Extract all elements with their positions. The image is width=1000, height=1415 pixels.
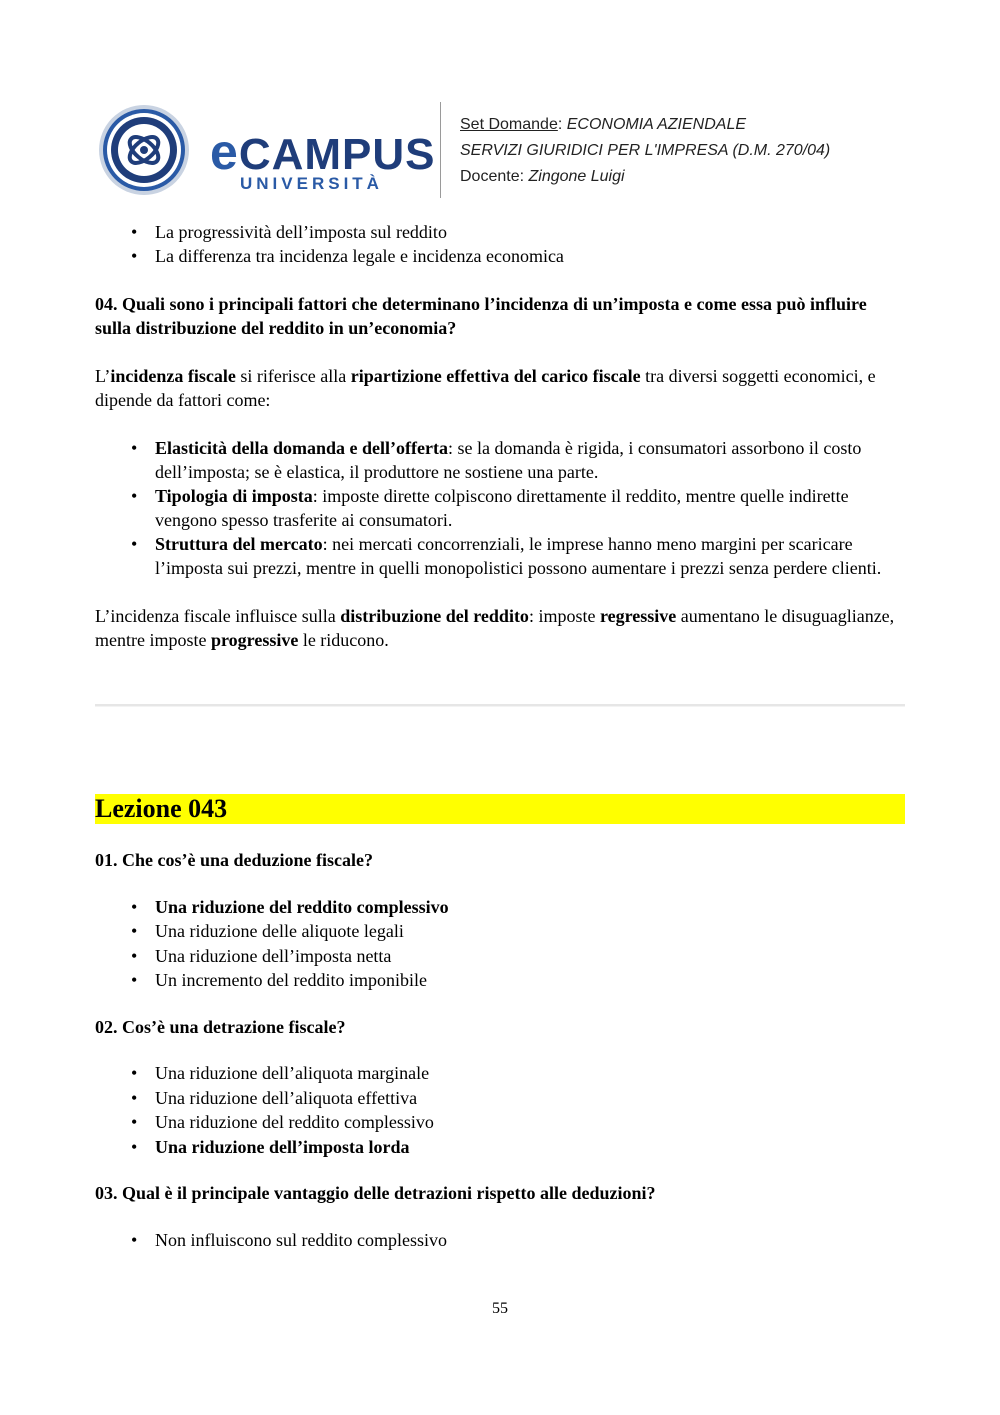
logo-e: e	[210, 124, 239, 180]
answer-option-correct: • Una riduzione dell’imposta lorda	[155, 1135, 905, 1160]
set-label: Set Domande	[460, 116, 558, 133]
factor-item: • Elasticità della domanda e dell’offerta: se la domanda è rigida, i consumatori assorbono il costo dell’imposta; se è elastica, il produttore ne sostiene una parte.	[155, 436, 905, 484]
document-header	[95, 100, 905, 200]
ecampus-seal-icon	[98, 104, 190, 196]
lesson-questions	[95, 848, 905, 1252]
docente-label: Docente	[460, 168, 520, 185]
question-04-title: 04. Quali sono i principali fattori che determinano l’incidenza di un’imposta e come essa può influire sulla distribuzione del reddito in un’economia?	[95, 294, 867, 338]
section-divider	[95, 704, 905, 707]
list-item: • La differenza tra incidenza legale e incidenza economica	[155, 244, 905, 268]
course-name: SERVIZI GIURIDICI PER L'IMPRESA (D.M. 270/04)	[460, 142, 831, 159]
top-list	[95, 220, 905, 268]
answer-option: • Una riduzione dell’aliquota effettiva	[155, 1086, 905, 1111]
answer-option: • Non influiscono sul reddito complessivo	[155, 1228, 905, 1253]
answer-option: • Una riduzione delle aliquote legali	[155, 919, 905, 944]
set-value: ECONOMIA AZIENDALE	[566, 116, 747, 133]
answer-options	[95, 1228, 905, 1253]
docente-line: Docente: Zingone Luigi	[460, 168, 625, 185]
question-04-intro: L’incidenza fiscale si riferisce alla ripartizione effettiva del carico fiscale tra diversi soggetti economici, e dipende da fattori come:	[95, 366, 876, 410]
answer-option: • Una riduzione dell’imposta netta	[155, 944, 905, 969]
answer-option: • Una riduzione del reddito complessivo	[155, 1110, 905, 1135]
list-item: • La progressività dell’imposta sul reddito	[155, 220, 905, 244]
page-number: 55	[492, 1300, 508, 1317]
docente-value: Zingone Luigi	[528, 168, 625, 185]
logo-campus: CAMPUS	[238, 130, 436, 179]
factor-item: • Tipologia di imposta: imposte dirette colpiscono direttamente il reddito, mentre quelle indirette vengono spesso trasferite ai consumatori.	[155, 484, 905, 532]
question-04-conclusion: L’incidenza fiscale influisce sulla distribuzione del reddito: imposte regressive aumentano le disuguaglianze, mentre imposte progressive le riducono.	[95, 606, 895, 650]
question-title: 01. Che cos’è una deduzione fiscale?	[95, 850, 373, 870]
answer-options	[95, 1061, 905, 1159]
set-line: Set Domande: ECONOMIA AZIENDALE	[460, 116, 747, 133]
upper-content	[95, 220, 905, 652]
logo-universita: UNIVERSITÀ	[240, 174, 383, 193]
lesson-heading: Lezione 043	[95, 794, 905, 824]
answer-option-correct: • Una riduzione del reddito complessivo	[155, 895, 905, 920]
ecampus-wordmark	[210, 124, 436, 180]
answer-options	[95, 895, 905, 993]
question-title: 02. Cos’è una detrazione fiscale?	[95, 1016, 346, 1037]
factors-list	[95, 436, 905, 580]
question-title: 03. Qual è il principale vantaggio delle detrazioni rispetto alle deduzioni?	[95, 1183, 656, 1203]
header-info	[460, 112, 830, 190]
answer-option: • Un incremento del reddito imponibile	[155, 968, 905, 993]
header-divider	[440, 102, 441, 198]
answer-option: • Una riduzione dell’aliquota marginale	[155, 1061, 905, 1086]
factor-item: • Struttura del mercato: nei mercati concorrenziali, le imprese hanno meno margini per scaricare l’imposta sui prezzi, mentre in quelli monopolistici possono aumentare i prezzi senza perdere clienti.	[155, 532, 905, 580]
course-line	[460, 138, 830, 164]
